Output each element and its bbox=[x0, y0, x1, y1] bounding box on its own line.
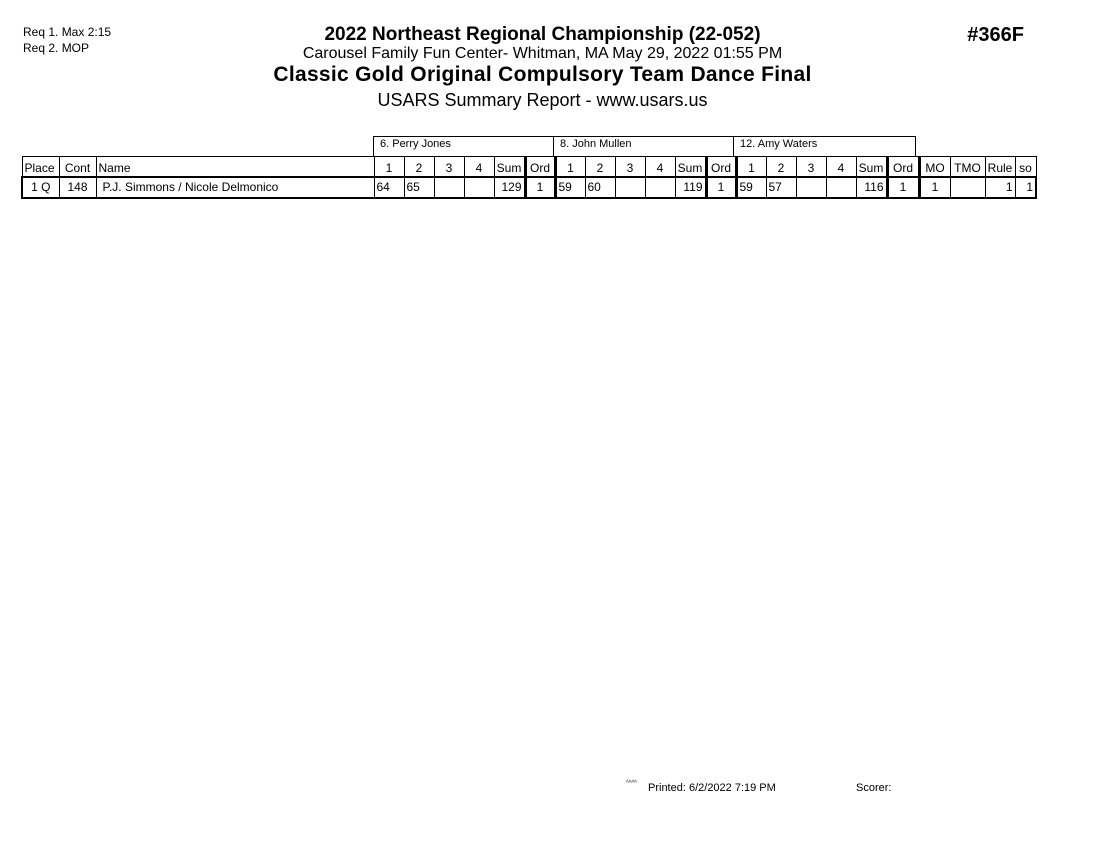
col-j2-ord: Ord bbox=[706, 157, 736, 177]
footer-mark: ᴬᴬᴬᴬ bbox=[626, 780, 637, 786]
table-row bbox=[22, 177, 1036, 198]
col-place: Place bbox=[22, 157, 59, 177]
place-cell: 1 Q bbox=[22, 177, 59, 198]
rule-cell: 1 bbox=[985, 177, 1015, 198]
printed-timestamp: Printed: 6/2/2022 7:19 PM bbox=[648, 782, 776, 794]
event-title: Classic Gold Original Compulsory Team Dance Final bbox=[273, 63, 812, 86]
requirement-2: Req 2. MOP bbox=[23, 41, 90, 55]
col-j3-1: 1 bbox=[736, 157, 766, 177]
report-title: USARS Summary Report - www.usars.us bbox=[377, 90, 708, 110]
j3-score-3 bbox=[796, 177, 826, 198]
col-j3-sum: Sum bbox=[856, 157, 887, 177]
mo-cell: 1 bbox=[919, 177, 950, 198]
judge-header-2: 8. John Mullen bbox=[553, 136, 734, 157]
results-table bbox=[21, 156, 1037, 199]
col-j3-4: 4 bbox=[826, 157, 856, 177]
col-j3-3: 3 bbox=[796, 157, 826, 177]
event-number: #366F bbox=[967, 24, 1024, 46]
cont-cell: 148 bbox=[59, 177, 96, 198]
col-j2-2: 2 bbox=[585, 157, 615, 177]
j1-score-4 bbox=[464, 177, 494, 198]
j3-ord: 1 bbox=[887, 177, 919, 198]
judge-header-1: 6. Perry Jones bbox=[373, 136, 554, 157]
col-j3-ord: Ord bbox=[887, 157, 919, 177]
j1-score-3 bbox=[434, 177, 464, 198]
col-so: so bbox=[1015, 157, 1036, 177]
col-j2-sum: Sum bbox=[675, 157, 706, 177]
col-j1-3: 3 bbox=[434, 157, 464, 177]
j3-sum: 116 bbox=[856, 177, 887, 198]
j1-score-1: 64 bbox=[374, 177, 404, 198]
j2-sum: 119 bbox=[675, 177, 706, 198]
col-name: Name bbox=[96, 157, 374, 177]
so-cell: 1 bbox=[1015, 177, 1036, 198]
col-rule: Rule bbox=[985, 157, 1015, 177]
header-row bbox=[22, 157, 1036, 177]
col-j1-1: 1 bbox=[374, 157, 404, 177]
j2-score-1: 59 bbox=[555, 177, 585, 198]
venue-date-line: Carousel Family Fun Center- Whitman, MA May 29, 2022 01:55 PM bbox=[302, 45, 783, 62]
col-cont: Cont bbox=[59, 157, 96, 177]
col-j1-2: 2 bbox=[404, 157, 434, 177]
scorer-label: Scorer: bbox=[856, 782, 892, 794]
judge-header-3: 12. Amy Waters bbox=[733, 136, 916, 157]
requirement-1: Req 1. Max 2:15 bbox=[23, 25, 112, 39]
col-j1-sum: Sum bbox=[494, 157, 525, 177]
j1-ord: 1 bbox=[525, 177, 555, 198]
tmo-cell bbox=[950, 177, 985, 198]
j1-sum: 129 bbox=[494, 177, 525, 198]
competition-title: 2022 Northeast Regional Championship (22-052) bbox=[324, 24, 761, 45]
j1-score-2: 65 bbox=[404, 177, 434, 198]
j2-ord: 1 bbox=[706, 177, 736, 198]
j2-score-4 bbox=[645, 177, 675, 198]
col-j3-2: 2 bbox=[766, 157, 796, 177]
j3-score-4 bbox=[826, 177, 856, 198]
j2-score-2: 60 bbox=[585, 177, 615, 198]
col-j2-3: 3 bbox=[615, 157, 645, 177]
j3-score-1: 59 bbox=[736, 177, 766, 198]
j2-score-3 bbox=[615, 177, 645, 198]
skater-name-cell: P.J. Simmons / Nicole Delmonico bbox=[96, 177, 374, 198]
col-j1-4: 4 bbox=[464, 157, 494, 177]
col-tmo: TMO bbox=[950, 157, 985, 177]
j3-score-2: 57 bbox=[766, 177, 796, 198]
col-mo: MO bbox=[919, 157, 950, 177]
col-j2-1: 1 bbox=[555, 157, 585, 177]
col-j2-4: 4 bbox=[645, 157, 675, 177]
col-j1-ord: Ord bbox=[525, 157, 555, 177]
